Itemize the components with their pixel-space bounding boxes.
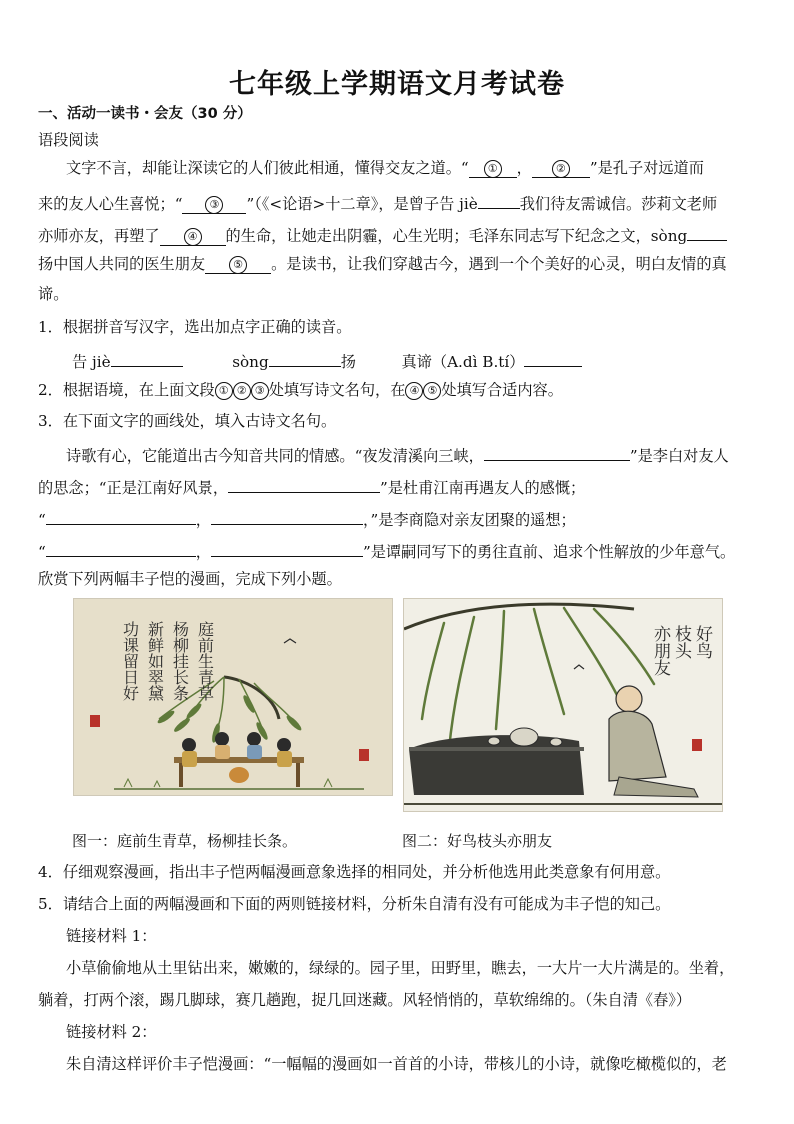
link-1-label: 链接材料 1： <box>66 927 157 945</box>
question-3-line-4: “ ， ”是谭嗣同写下的勇往直前、追求个性解放的少年意气。 <box>38 538 758 562</box>
poem-blank-6[interactable] <box>211 538 363 557</box>
section-subheading: 语段阅读 <box>38 131 99 149</box>
poem-blank-2[interactable] <box>228 474 380 493</box>
figure-1-caption: 图一：庭前生青草，杨柳挂长条。 <box>72 832 298 850</box>
fig2-col-3: 亦朋友 <box>650 625 670 676</box>
paragraph-line-4: 扬中国人共同的医生朋友 ⑤ 。是读书，让我们穿越古今，遇到一个个美好的心灵，明白友情的真 <box>38 255 727 273</box>
question-3-line-3: “ ， ，”是李商隐对亲友团聚的遥想； <box>38 506 758 530</box>
question-5: 5．请结合上面的两幅漫画和下面的两则链接材料，分析朱自清有没有可能成为丰子恺的知己。 <box>38 895 671 913</box>
blank-song[interactable] <box>687 222 727 241</box>
fig1-col-2: 杨柳挂长条 <box>170 621 190 701</box>
question-4: 4．仔细观察漫画，指出丰子恺两幅漫画意象选择的相同处，并分析他选用此类意象有何用意。 <box>38 863 671 881</box>
paragraph-line-3: 亦师亦友，再塑了 ④ 的生命，让她走出阴霾，心生光明；毛泽东同志写下纪念之文，sòng <box>38 222 758 246</box>
question-3-line-1: 诗歌有心，它能道出古今知音共同的情感。“夜发清溪向三峡， ”是李白对友人 <box>66 442 758 466</box>
fig1-col-1: 庭前生青草 <box>195 621 215 701</box>
answer-song[interactable] <box>269 348 341 367</box>
figure-2-illustration <box>404 599 722 811</box>
question-3: 3．在下面文字的画线处，填入古诗文名句。 <box>38 412 337 430</box>
page-title: 七年级上学期语文月考试卷 <box>229 69 565 100</box>
poem-blank-4[interactable] <box>211 506 363 525</box>
figure-2-caption: 图二：好鸟枝头亦朋友 <box>402 832 553 850</box>
blank-3[interactable]: ③ <box>182 195 246 214</box>
blank-4[interactable]: ④ <box>160 227 226 246</box>
paragraph-line-2: 来的友人心生喜悦；“ ③ ”（《<论语>十二章》，是曾子告 jiè 我们待友需诚信。莎莉文老师 <box>38 190 758 214</box>
link-1-line-2: 躺着，打两个滚，踢几脚球，赛几趟跑，捉几回迷藏。风轻悄悄的，草软绵绵的。（朱自清《春》） <box>38 991 692 1009</box>
fig1-col-4: 功课留日好 <box>120 621 140 701</box>
question-1: 1．根据拼音写汉字，选出加点字正确的读音。 <box>38 318 352 336</box>
figure-2-painting <box>403 598 723 812</box>
answer-di[interactable] <box>524 348 582 367</box>
question-3-line-2: 的思念；“正是江南好风景， ”是杜甫江南再遇友人的感慨； <box>38 474 758 498</box>
blank-5[interactable]: ⑤ <box>205 255 271 274</box>
fig2-col-1: 好鸟 <box>692 625 712 659</box>
poem-blank-5[interactable] <box>46 538 196 557</box>
fig1-col-3: 新鲜如翠黛 <box>145 621 165 701</box>
figure-1-illustration <box>74 599 392 795</box>
question-2: 2．根据语境，在上面文段 ① ② ③ 处填写诗文名句，在 ④ ⑤ 处填写合适内容。 <box>38 381 563 399</box>
poem-blank-3[interactable] <box>46 506 196 525</box>
paragraph-line-5: 谛。 <box>38 285 69 303</box>
link-1-line-1: 小草偷偷地从土里钻出来，嫩嫩的，绿绿的。园子里，田野里，瞧去，一大片一大片满是的。坐着， <box>66 959 735 977</box>
answer-jie[interactable] <box>111 348 183 367</box>
paragraph-line-1: 文字不言，却能让深读它的人们彼此相通，懂得交友之道。“ ① ， ② ”是孔子对远道而 <box>66 159 704 177</box>
blank-2[interactable]: ② <box>532 159 590 178</box>
figure-1-painting <box>73 598 393 796</box>
fig2-col-2: 枝头 <box>671 625 691 659</box>
link-2-line-1: 朱自清这样评价丰子恺漫画：“一幅幅的漫画如一首首的小诗，带核儿的小诗，就像吃橄榄似的，老 <box>66 1055 727 1073</box>
question-1-answers: 告 jiè sòng 扬 真谛（A.dì B.tí） <box>72 348 764 372</box>
blank-1[interactable]: ① <box>469 159 517 178</box>
section-heading: 一、活动一读书・会友（30 分） <box>38 106 252 122</box>
link-2-label: 链接材料 2： <box>66 1023 157 1041</box>
poem-blank-1[interactable] <box>484 442 630 461</box>
blank-jie[interactable] <box>478 190 520 209</box>
question-3-intro: 欣赏下列两幅丰子恺的漫画，完成下列小题。 <box>38 570 342 588</box>
